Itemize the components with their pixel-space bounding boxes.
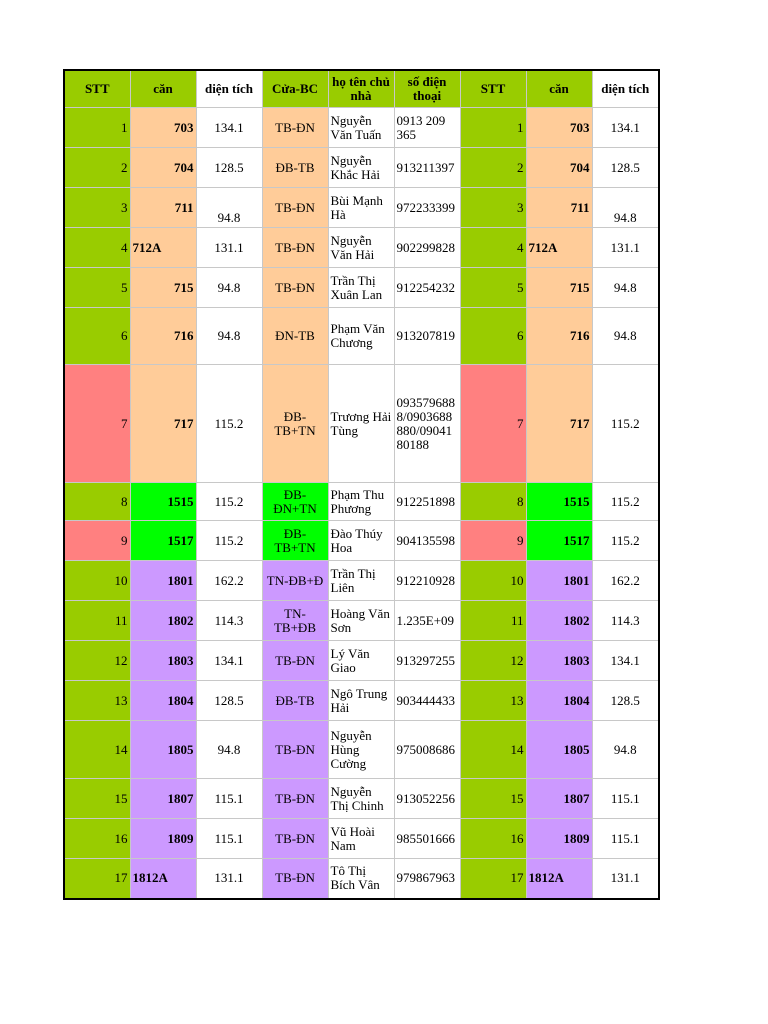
row-dien-tich: 115.2 bbox=[196, 521, 262, 561]
row-can-2: 1804 bbox=[526, 681, 592, 721]
row-can-2: 1517 bbox=[526, 521, 592, 561]
row-stt-2: 6 bbox=[460, 308, 526, 365]
row-dien-tich: 94.8 bbox=[196, 308, 262, 365]
row-dien-tich: 115.1 bbox=[196, 819, 262, 859]
row-dien-tich: 134.1 bbox=[196, 108, 262, 148]
row-stt-2: 5 bbox=[460, 268, 526, 308]
row-phone: 912210928 bbox=[394, 561, 460, 601]
row-owner-name: Nguyễn Thị Chinh bbox=[328, 779, 394, 819]
row-can: 715 bbox=[130, 268, 196, 308]
table-row bbox=[64, 365, 659, 483]
row-can-2: 711 bbox=[526, 188, 592, 228]
row-owner-name: Trần Thị Xuân Lan bbox=[328, 268, 394, 308]
row-stt-2: 16 bbox=[460, 819, 526, 859]
row-phone: 912251898 bbox=[394, 483, 460, 521]
row-can-2: 1515 bbox=[526, 483, 592, 521]
row-phone: 0935796888/0903688880/0904180188 bbox=[394, 365, 460, 483]
row-dien-tich-2: 94.8 bbox=[592, 721, 659, 779]
row-can: 703 bbox=[130, 108, 196, 148]
table-row bbox=[64, 779, 659, 819]
row-owner-name: Trương Hải Tùng bbox=[328, 365, 394, 483]
row-phone: 0913 209 365 bbox=[394, 108, 460, 148]
row-phone: 972233399 bbox=[394, 188, 460, 228]
row-cua-bc: ĐB-TB bbox=[262, 681, 328, 721]
row-cua-bc: TN-ĐB+Đ bbox=[262, 561, 328, 601]
row-dien-tich: 128.5 bbox=[196, 148, 262, 188]
row-dien-tich: 94.8 bbox=[196, 188, 262, 228]
row-can: 1515 bbox=[130, 483, 196, 521]
row-dien-tich: 131.1 bbox=[196, 859, 262, 899]
row-stt: 3 bbox=[64, 188, 130, 228]
row-can-2: 1812A bbox=[526, 859, 592, 899]
row-dien-tich-2: 115.2 bbox=[592, 365, 659, 483]
header-can: căn bbox=[130, 70, 196, 108]
row-cua-bc: TB-ĐN bbox=[262, 859, 328, 899]
row-can: 1517 bbox=[130, 521, 196, 561]
row-owner-name: Lý Văn Giao bbox=[328, 641, 394, 681]
row-cua-bc: ĐN-TB bbox=[262, 308, 328, 365]
row-phone: 913052256 bbox=[394, 779, 460, 819]
row-phone: 902299828 bbox=[394, 228, 460, 268]
table-row bbox=[64, 483, 659, 521]
row-can: 711 bbox=[130, 188, 196, 228]
row-stt-2: 10 bbox=[460, 561, 526, 601]
row-dien-tich: 115.1 bbox=[196, 779, 262, 819]
row-dien-tich-2: 128.5 bbox=[592, 681, 659, 721]
table-row bbox=[64, 681, 659, 721]
row-stt-2: 17 bbox=[460, 859, 526, 899]
row-cua-bc: ĐB-TB+TN bbox=[262, 365, 328, 483]
row-owner-name: Đào Thúy Hoa bbox=[328, 521, 394, 561]
row-stt: 13 bbox=[64, 681, 130, 721]
row-dien-tich-2: 115.2 bbox=[592, 483, 659, 521]
header-ho-ten: họ tên chủ nhà bbox=[328, 70, 394, 108]
row-can: 1812A bbox=[130, 859, 196, 899]
row-cua-bc: TB-ĐN bbox=[262, 779, 328, 819]
row-owner-name: Vũ Hoài Nam bbox=[328, 819, 394, 859]
header-can-2: căn bbox=[526, 70, 592, 108]
row-stt-2: 8 bbox=[460, 483, 526, 521]
row-can-2: 704 bbox=[526, 148, 592, 188]
row-can: 1803 bbox=[130, 641, 196, 681]
row-owner-name: Nguyễn Văn Tuấn bbox=[328, 108, 394, 148]
row-stt: 8 bbox=[64, 483, 130, 521]
row-dien-tich: 115.2 bbox=[196, 365, 262, 483]
row-can: 1807 bbox=[130, 779, 196, 819]
table-row bbox=[64, 819, 659, 859]
row-can: 716 bbox=[130, 308, 196, 365]
apartment-table bbox=[63, 69, 660, 900]
row-phone: 913211397 bbox=[394, 148, 460, 188]
row-can: 1801 bbox=[130, 561, 196, 601]
row-stt: 12 bbox=[64, 641, 130, 681]
row-stt: 14 bbox=[64, 721, 130, 779]
row-phone: 913207819 bbox=[394, 308, 460, 365]
row-stt: 10 bbox=[64, 561, 130, 601]
row-stt-2: 13 bbox=[460, 681, 526, 721]
row-cua-bc: TB-ĐN bbox=[262, 228, 328, 268]
table-row bbox=[64, 601, 659, 641]
row-dien-tich: 94.8 bbox=[196, 721, 262, 779]
table-row bbox=[64, 228, 659, 268]
row-dien-tich: 162.2 bbox=[196, 561, 262, 601]
row-stt: 15 bbox=[64, 779, 130, 819]
row-phone: 912254232 bbox=[394, 268, 460, 308]
row-stt: 2 bbox=[64, 148, 130, 188]
row-stt-2: 9 bbox=[460, 521, 526, 561]
row-cua-bc: TB-ĐN bbox=[262, 268, 328, 308]
row-cua-bc: TN-TB+ĐB bbox=[262, 601, 328, 641]
row-stt-2: 4 bbox=[460, 228, 526, 268]
row-can: 717 bbox=[130, 365, 196, 483]
row-can: 1809 bbox=[130, 819, 196, 859]
row-stt: 6 bbox=[64, 308, 130, 365]
row-stt-2: 3 bbox=[460, 188, 526, 228]
row-can: 1804 bbox=[130, 681, 196, 721]
row-can: 1805 bbox=[130, 721, 196, 779]
row-can: 1802 bbox=[130, 601, 196, 641]
row-owner-name: Bùi Mạnh Hà bbox=[328, 188, 394, 228]
row-stt: 4 bbox=[64, 228, 130, 268]
row-stt: 17 bbox=[64, 859, 130, 899]
row-can-2: 1801 bbox=[526, 561, 592, 601]
row-stt-2: 14 bbox=[460, 721, 526, 779]
row-owner-name: Nguyễn Khắc Hải bbox=[328, 148, 394, 188]
row-stt: 1 bbox=[64, 108, 130, 148]
row-cua-bc: TB-ĐN bbox=[262, 641, 328, 681]
row-stt-2: 15 bbox=[460, 779, 526, 819]
row-stt-2: 7 bbox=[460, 365, 526, 483]
row-owner-name: Trần Thị Liên bbox=[328, 561, 394, 601]
header-dien-tich-2: diện tích bbox=[592, 70, 659, 108]
row-phone: 985501666 bbox=[394, 819, 460, 859]
row-dien-tich: 115.2 bbox=[196, 483, 262, 521]
row-dien-tich-2: 134.1 bbox=[592, 641, 659, 681]
row-can-2: 1809 bbox=[526, 819, 592, 859]
row-owner-name: Tô Thị Bích Vân bbox=[328, 859, 394, 899]
table-row bbox=[64, 859, 659, 899]
row-owner-name: Ngô Trung Hải bbox=[328, 681, 394, 721]
row-owner-name: Hoàng Văn Sơn bbox=[328, 601, 394, 641]
row-phone: 913297255 bbox=[394, 641, 460, 681]
row-dien-tich-2: 94.8 bbox=[592, 308, 659, 365]
row-can-2: 1805 bbox=[526, 721, 592, 779]
row-owner-name: Phạm Văn Chương bbox=[328, 308, 394, 365]
row-owner-name: Phạm Thu Phương bbox=[328, 483, 394, 521]
header-row bbox=[64, 70, 659, 108]
row-cua-bc: TB-ĐN bbox=[262, 188, 328, 228]
row-cua-bc: ĐB-TB+TN bbox=[262, 521, 328, 561]
row-stt: 16 bbox=[64, 819, 130, 859]
table-row bbox=[64, 188, 659, 228]
table-row bbox=[64, 521, 659, 561]
row-dien-tich-2: 94.8 bbox=[592, 188, 659, 228]
row-stt-2: 12 bbox=[460, 641, 526, 681]
row-dien-tich-2: 114.3 bbox=[592, 601, 659, 641]
table-row bbox=[64, 641, 659, 681]
row-dien-tich-2: 115.1 bbox=[592, 779, 659, 819]
row-dien-tich: 131.1 bbox=[196, 228, 262, 268]
row-dien-tich: 114.3 bbox=[196, 601, 262, 641]
row-cua-bc: ĐB-ĐN+TN bbox=[262, 483, 328, 521]
row-stt: 5 bbox=[64, 268, 130, 308]
row-owner-name: Nguyễn Văn Hải bbox=[328, 228, 394, 268]
row-can-2: 712A bbox=[526, 228, 592, 268]
row-can-2: 717 bbox=[526, 365, 592, 483]
table-row bbox=[64, 561, 659, 601]
row-stt: 9 bbox=[64, 521, 130, 561]
header-stt-2: STT bbox=[460, 70, 526, 108]
row-stt: 7 bbox=[64, 365, 130, 483]
row-can-2: 1802 bbox=[526, 601, 592, 641]
row-cua-bc: TB-ĐN bbox=[262, 108, 328, 148]
row-dien-tich: 128.5 bbox=[196, 681, 262, 721]
row-cua-bc: TB-ĐN bbox=[262, 721, 328, 779]
row-owner-name: Nguyễn Hùng Cường bbox=[328, 721, 394, 779]
header-dien-tich: diện tích bbox=[196, 70, 262, 108]
row-stt: 11 bbox=[64, 601, 130, 641]
row-dien-tich-2: 134.1 bbox=[592, 108, 659, 148]
row-dien-tich-2: 94.8 bbox=[592, 268, 659, 308]
table-row bbox=[64, 721, 659, 779]
row-dien-tich: 134.1 bbox=[196, 641, 262, 681]
row-phone: 979867963 bbox=[394, 859, 460, 899]
row-dien-tich-2: 115.1 bbox=[592, 819, 659, 859]
table-row bbox=[64, 268, 659, 308]
row-can-2: 1807 bbox=[526, 779, 592, 819]
table-row bbox=[64, 108, 659, 148]
row-phone: 904135598 bbox=[394, 521, 460, 561]
row-can: 704 bbox=[130, 148, 196, 188]
row-dien-tich-2: 128.5 bbox=[592, 148, 659, 188]
table-row bbox=[64, 308, 659, 365]
row-stt-2: 1 bbox=[460, 108, 526, 148]
header-stt: STT bbox=[64, 70, 130, 108]
row-dien-tich-2: 115.2 bbox=[592, 521, 659, 561]
row-phone: 903444433 bbox=[394, 681, 460, 721]
table-body bbox=[64, 108, 659, 899]
row-can-2: 716 bbox=[526, 308, 592, 365]
row-phone: 1.235E+09 bbox=[394, 601, 460, 641]
header-cua-bc: Cửa-BC bbox=[262, 70, 328, 108]
table-row bbox=[64, 148, 659, 188]
row-dien-tich: 94.8 bbox=[196, 268, 262, 308]
row-phone: 975008686 bbox=[394, 721, 460, 779]
row-can: 712A bbox=[130, 228, 196, 268]
row-stt-2: 11 bbox=[460, 601, 526, 641]
row-cua-bc: ĐB-TB bbox=[262, 148, 328, 188]
row-dien-tich-2: 131.1 bbox=[592, 228, 659, 268]
row-dien-tich-2: 162.2 bbox=[592, 561, 659, 601]
row-dien-tich-2: 131.1 bbox=[592, 859, 659, 899]
row-can-2: 715 bbox=[526, 268, 592, 308]
row-cua-bc: TB-ĐN bbox=[262, 819, 328, 859]
row-stt-2: 2 bbox=[460, 148, 526, 188]
row-can-2: 1803 bbox=[526, 641, 592, 681]
header-so-dien-thoai: số điện thoại bbox=[394, 70, 460, 108]
row-can-2: 703 bbox=[526, 108, 592, 148]
